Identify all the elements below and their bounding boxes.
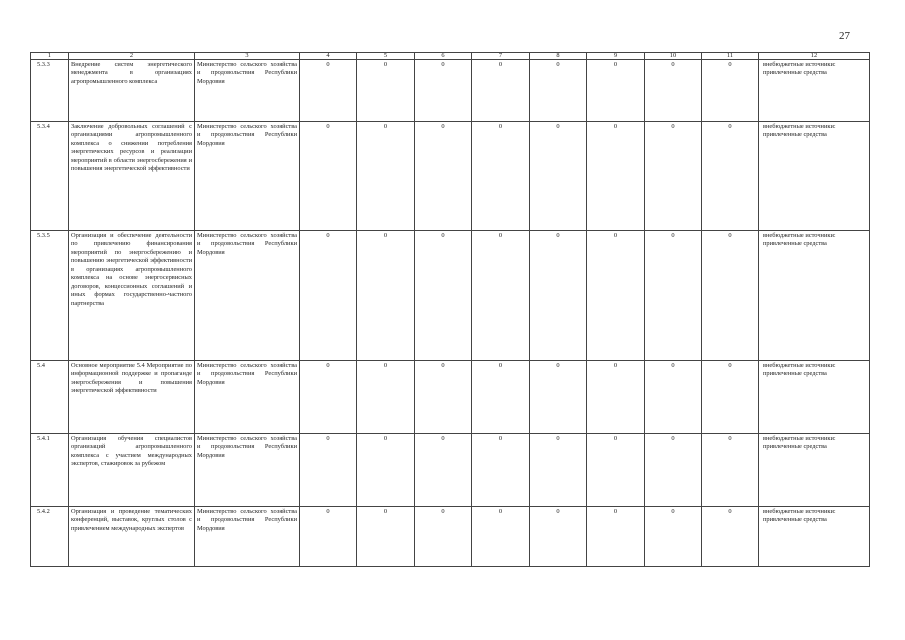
row-value: 0 bbox=[587, 60, 645, 122]
row-value: 0 bbox=[702, 231, 759, 361]
row-value: 0 bbox=[357, 507, 415, 567]
row-value: 0 bbox=[415, 361, 472, 434]
row-value: 0 bbox=[472, 507, 530, 567]
row-value: 0 bbox=[415, 507, 472, 567]
page-number: 27 bbox=[839, 30, 850, 42]
row-value: 0 bbox=[300, 231, 357, 361]
row-value: 0 bbox=[645, 434, 702, 507]
row-code: 5.3.5 bbox=[31, 231, 69, 361]
column-header: 1 bbox=[31, 53, 69, 60]
row-code: 5.4.1 bbox=[31, 434, 69, 507]
row-value: 0 bbox=[415, 434, 472, 507]
row-value: 0 bbox=[702, 507, 759, 567]
table-row bbox=[31, 507, 870, 567]
column-header: 6 bbox=[415, 53, 472, 60]
row-value: 0 bbox=[472, 231, 530, 361]
row-value: 0 bbox=[357, 60, 415, 122]
column-header: 3 bbox=[195, 53, 300, 60]
row-value: 0 bbox=[300, 122, 357, 231]
row-value: 0 bbox=[645, 60, 702, 122]
row-value: 0 bbox=[530, 231, 587, 361]
row-name: Внедрение систем энергетического менеджмента в организациях агропромышленного комплекса bbox=[69, 60, 195, 122]
row-value: 0 bbox=[357, 231, 415, 361]
table-row bbox=[31, 60, 870, 122]
row-code: 5.4.2 bbox=[31, 507, 69, 567]
row-value: 0 bbox=[587, 122, 645, 231]
row-executor: Министерство сельского хозяйства и продовольствия Республики Мордовия bbox=[195, 434, 300, 507]
row-source: внебюджетные источники: привлеченные средства bbox=[759, 361, 870, 434]
row-value: 0 bbox=[587, 361, 645, 434]
table-row bbox=[31, 434, 870, 507]
row-value: 0 bbox=[645, 231, 702, 361]
row-code: 5.3.4 bbox=[31, 122, 69, 231]
row-executor: Министерство сельского хозяйства и продовольствия Республики Мордовия bbox=[195, 507, 300, 567]
row-value: 0 bbox=[415, 122, 472, 231]
row-executor: Министерство сельского хозяйства и продовольствия Республики Мордовия bbox=[195, 60, 300, 122]
header-row bbox=[31, 53, 870, 60]
row-value: 0 bbox=[300, 434, 357, 507]
row-value: 0 bbox=[587, 231, 645, 361]
row-value: 0 bbox=[300, 361, 357, 434]
column-header: 12 bbox=[759, 53, 870, 60]
row-name: Основное мероприятие 5.4 Мероприятие по информационной поддержке и пропаганде энергосбережения и повышения энергетической эффективности bbox=[69, 361, 195, 434]
column-header: 7 bbox=[472, 53, 530, 60]
row-executor: Министерство сельского хозяйства и продовольствия Республики Мордовия bbox=[195, 231, 300, 361]
row-source: внебюджетные источники: привлеченные средства bbox=[759, 122, 870, 231]
row-value: 0 bbox=[472, 60, 530, 122]
column-header: 9 bbox=[587, 53, 645, 60]
row-name: Заключение добровольных соглашений с организациями агропромышленного комплекса о снижении потребления энергетических ресурсов и реализации мероприятий в области энергосбережения и повышения энергетической эффективности bbox=[69, 122, 195, 231]
row-value: 0 bbox=[415, 60, 472, 122]
row-value: 0 bbox=[645, 122, 702, 231]
row-value: 0 bbox=[530, 122, 587, 231]
column-header: 8 bbox=[530, 53, 587, 60]
table-row bbox=[31, 231, 870, 361]
row-value: 0 bbox=[300, 60, 357, 122]
column-header: 5 bbox=[357, 53, 415, 60]
row-source: внебюджетные источники: привлеченные средства bbox=[759, 231, 870, 361]
row-value: 0 bbox=[587, 507, 645, 567]
row-source: внебюджетные источники: привлеченные средства bbox=[759, 507, 870, 567]
column-header: 4 bbox=[300, 53, 357, 60]
row-name: Организация и обеспечение деятельности по привлечению финансирования мероприятий по энергосбережению и повышению энергетической эффективности в организациях агропромышленного комплекса на основе энергосервисных договоров, концессионных соглашений и иных формах государственно-частного партнерства bbox=[69, 231, 195, 361]
row-value: 0 bbox=[702, 60, 759, 122]
row-value: 0 bbox=[300, 507, 357, 567]
column-header: 10 bbox=[645, 53, 702, 60]
row-value: 0 bbox=[530, 60, 587, 122]
row-value: 0 bbox=[472, 434, 530, 507]
program-table bbox=[30, 52, 870, 567]
row-source: внебюджетные источники: привлеченные средства bbox=[759, 434, 870, 507]
row-value: 0 bbox=[587, 434, 645, 507]
table-row bbox=[31, 122, 870, 231]
row-value: 0 bbox=[415, 231, 472, 361]
row-code: 5.4 bbox=[31, 361, 69, 434]
table-row bbox=[31, 361, 870, 434]
row-source: внебюджетные источники: привлеченные средства bbox=[759, 60, 870, 122]
row-value: 0 bbox=[702, 361, 759, 434]
column-header: 2 bbox=[69, 53, 195, 60]
row-value: 0 bbox=[472, 361, 530, 434]
row-value: 0 bbox=[702, 434, 759, 507]
row-value: 0 bbox=[357, 122, 415, 231]
row-value: 0 bbox=[357, 434, 415, 507]
row-value: 0 bbox=[645, 507, 702, 567]
row-value: 0 bbox=[530, 361, 587, 434]
row-name: Организация и проведение тематических конференций, выставок, круглых столов с привлечением международных экспертов bbox=[69, 507, 195, 567]
row-executor: Министерство сельского хозяйства и продовольствия Республики Мордовия bbox=[195, 361, 300, 434]
row-value: 0 bbox=[645, 361, 702, 434]
row-executor: Министерство сельского хозяйства и продовольствия Республики Мордовия bbox=[195, 122, 300, 231]
row-value: 0 bbox=[357, 361, 415, 434]
row-code: 5.3.3 bbox=[31, 60, 69, 122]
row-value: 0 bbox=[530, 507, 587, 567]
column-header: 11 bbox=[702, 53, 759, 60]
row-name: Организация обучения специалистов организаций агропромышленного комплекса с участием международных экспертов, стажировок за рубежом bbox=[69, 434, 195, 507]
row-value: 0 bbox=[702, 122, 759, 231]
row-value: 0 bbox=[472, 122, 530, 231]
row-value: 0 bbox=[530, 434, 587, 507]
